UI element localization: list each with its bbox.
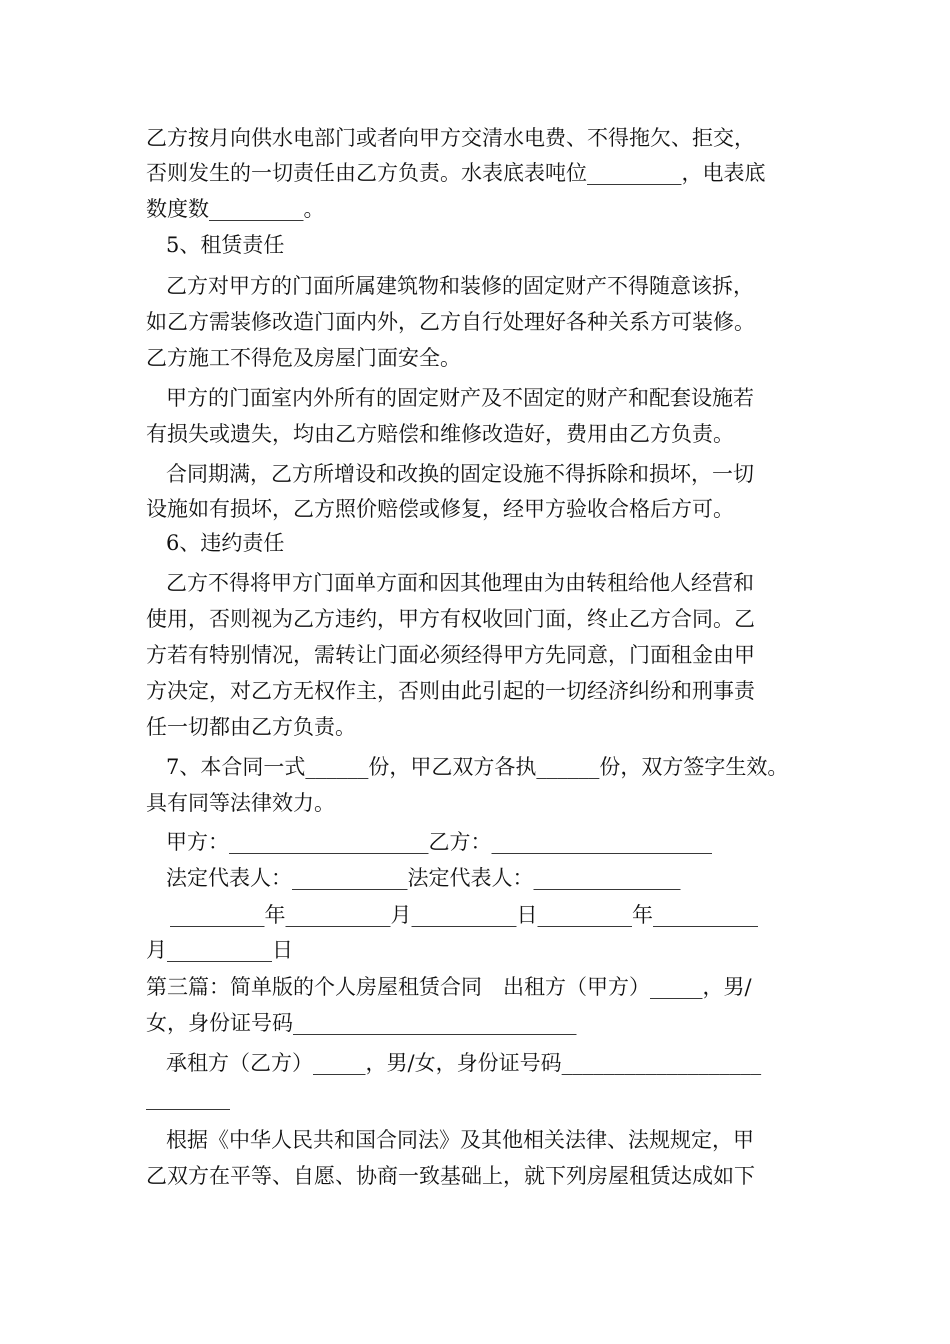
- paragraph-line: ________: [146, 1086, 230, 1110]
- paragraph-line: 甲方的门面室内外所有的固定财产及不固定的财产和配套设施若: [166, 386, 754, 410]
- paragraph-line: 乙双方在平等、自愿、协商一致基础上，就下列房屋租赁达成如下: [146, 1164, 755, 1188]
- paragraph-line: 女，身份证号码___________________________: [146, 1011, 577, 1035]
- section-heading: 5、租赁责任: [166, 233, 285, 257]
- paragraph-line: 7、本合同一式______份，甲乙双方各执______份，双方签字生效。: [166, 755, 789, 779]
- signature-line-party: 甲方：___________________乙方：_____________________: [166, 830, 712, 854]
- paragraph-line: 乙方对甲方的门面所属建筑物和装修的固定财产不得随意该拆，: [166, 274, 754, 298]
- paragraph-line: 任一切都由乙方负责。: [146, 715, 356, 739]
- paragraph-line: 设施如有损坏，乙方照价赔偿或修复，经甲方验收合格后方可。: [146, 497, 734, 521]
- paragraph-line: 方决定，对乙方无权作主，否则由此引起的一切经济纠纷和刑事责: [146, 679, 755, 703]
- paragraph-line: 乙方施工不得危及房屋门面安全。: [146, 346, 461, 370]
- paragraph-line: 数度数_________。: [146, 197, 325, 221]
- paragraph-line: 如乙方需装修改造门面内外，乙方自行处理好各种关系方可装修。: [146, 310, 755, 334]
- paragraph-line: 有损失或遗失，均由乙方赔偿和维修改造好，费用由乙方负责。: [146, 422, 734, 446]
- signature-line-date: 月__________日: [146, 938, 293, 962]
- section-heading: 6、违约责任: [166, 531, 285, 555]
- paragraph-line: 乙方不得将甲方门面单方面和因其他理由为由转租给他人经营和: [166, 571, 754, 595]
- paragraph-line: 使用，否则视为乙方违约，甲方有权收回门面，终止乙方合同。乙: [146, 607, 755, 631]
- paragraph-line: 方若有特别情况，需转让门面必须经得甲方先同意，门面租金由甲: [146, 643, 755, 667]
- paragraph-line: 根据《中华人民共和国合同法》及其他相关法律、法规规定，甲: [166, 1128, 754, 1152]
- signature-line-date: _________年__________月__________日_________年__________: [170, 903, 758, 927]
- paragraph-line: 承租方（乙方）_____，男/女，身份证号码___________________: [166, 1051, 762, 1075]
- paragraph-line: 否则发生的一切责任由乙方负责。水表底表吨位_________，电表底: [146, 161, 766, 185]
- paragraph-line: 第三篇：简单版的个人房屋租赁合同 出租方（甲方）_____，男/: [146, 975, 752, 999]
- paragraph-line: 具有同等法律效力。: [146, 791, 335, 815]
- signature-line-representative: 法定代表人：___________法定代表人：______________: [166, 866, 681, 890]
- paragraph-line: 合同期满，乙方所增设和改换的固定设施不得拆除和损坏，一切: [166, 462, 754, 486]
- paragraph-line: 乙方按月向供水电部门或者向甲方交清水电费、不得拖欠、拒交，: [146, 126, 755, 150]
